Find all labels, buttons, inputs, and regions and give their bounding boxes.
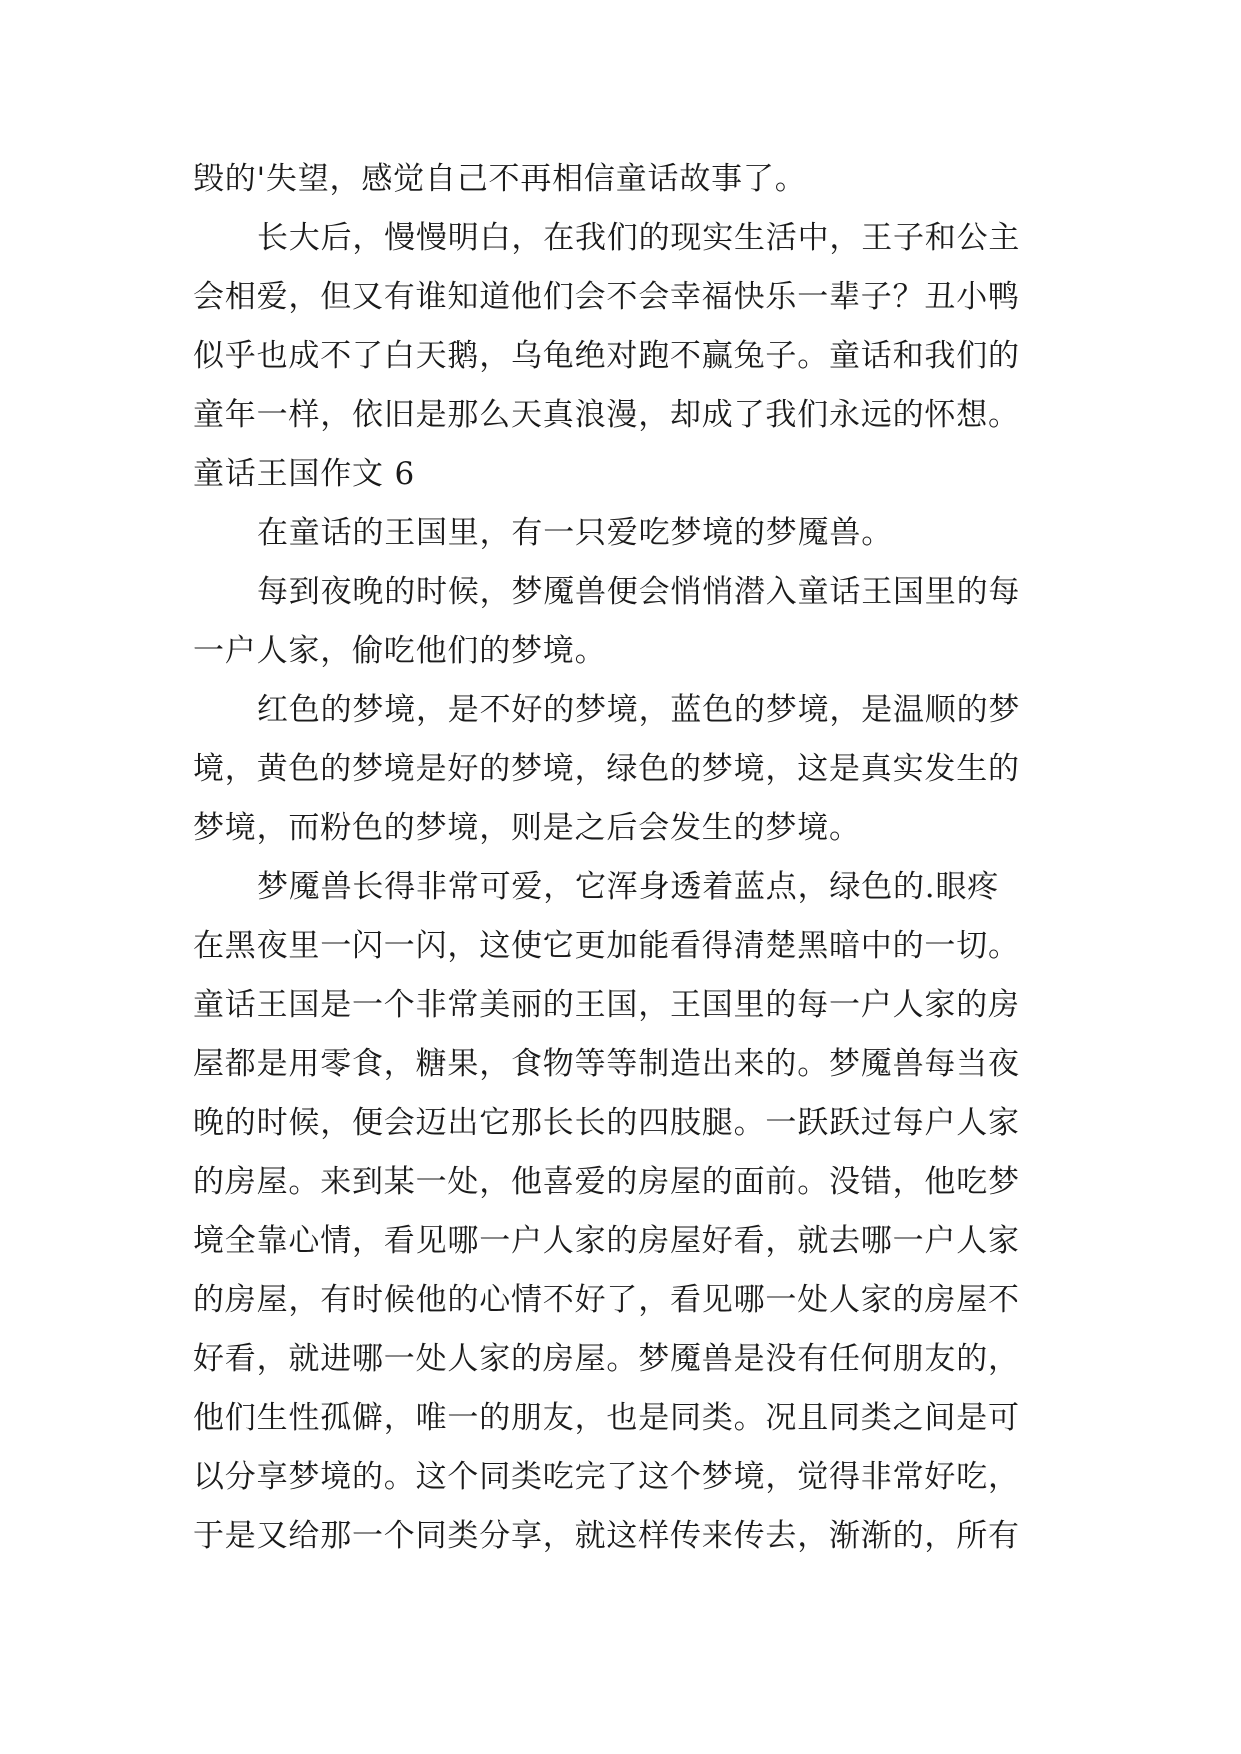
- section-heading: 童话王国作文 6: [193, 456, 415, 492]
- text-line: 每到夜晚的时候，梦魇兽便会悄悄潜入童话王国里的每: [257, 574, 1021, 610]
- text-line: 以分享梦境的。这个同类吃完了这个梦境，觉得非常好吃，: [193, 1459, 1020, 1495]
- text-line: 会相爱，但又有谁知道他们会不会幸福快乐一辈子？丑小鸭: [193, 279, 1020, 315]
- text-line: 屋都是用零食，糖果，食物等等制造出来的。梦魇兽每当夜: [193, 1046, 1020, 1082]
- text-line: 的房屋。来到某一处，他喜爱的房屋的面前。没错，他吃梦: [193, 1164, 1020, 1200]
- text-line: 境全靠心情，看见哪一户人家的房屋好看，就去哪一户人家: [193, 1223, 1020, 1259]
- text-line: 毁的'失望，感觉自己不再相信童话故事了。: [193, 161, 807, 197]
- text-line: 于是又给那一个同类分享，就这样传来传去，渐渐的，所有: [193, 1518, 1020, 1554]
- text-line: 好看，就进哪一处人家的房屋。梦魇兽是没有任何朋友的，: [193, 1341, 1020, 1377]
- text-line: 一户人家，偷吃他们的梦境。: [193, 633, 607, 669]
- text-line: 梦魇兽长得非常可爱，它浑身透着蓝点，绿色的.眼疼: [257, 869, 1000, 905]
- text-line: 长大后，慢慢明白，在我们的现实生活中，王子和公主: [257, 220, 1021, 256]
- text-line: 在童话的王国里，有一只爱吃梦境的梦魇兽。: [257, 515, 893, 551]
- body-text: [193, 150, 1093, 1566]
- text-line: 童话王国是一个非常美丽的王国，王国里的每一户人家的房: [193, 987, 1020, 1023]
- text-line: 境，黄色的梦境是好的梦境，绿色的梦境，这是真实发生的: [193, 751, 1020, 787]
- text-line: 在黑夜里一闪一闪，这使它更加能看得清楚黑暗中的一切。: [193, 928, 1020, 964]
- text-line: 似乎也成不了白天鹅，乌龟绝对跑不赢兔子。童话和我们的: [193, 338, 1020, 374]
- text-line: 红色的梦境，是不好的梦境，蓝色的梦境，是温顺的梦: [257, 692, 1021, 728]
- text-line: 的房屋，有时候他的心情不好了，看见哪一处人家的房屋不: [193, 1282, 1020, 1318]
- text-line: 他们生性孤僻，唯一的朋友，也是同类。况且同类之间是可: [193, 1400, 1020, 1436]
- text-line: 晚的时候，便会迈出它那长长的四肢腿。一跃跃过每户人家: [193, 1105, 1020, 1141]
- text-line: 童年一样，依旧是那么天真浪漫，却成了我们永远的怀想。: [193, 397, 1020, 433]
- text-line: 梦境，而粉色的梦境，则是之后会发生的梦境。: [193, 810, 861, 846]
